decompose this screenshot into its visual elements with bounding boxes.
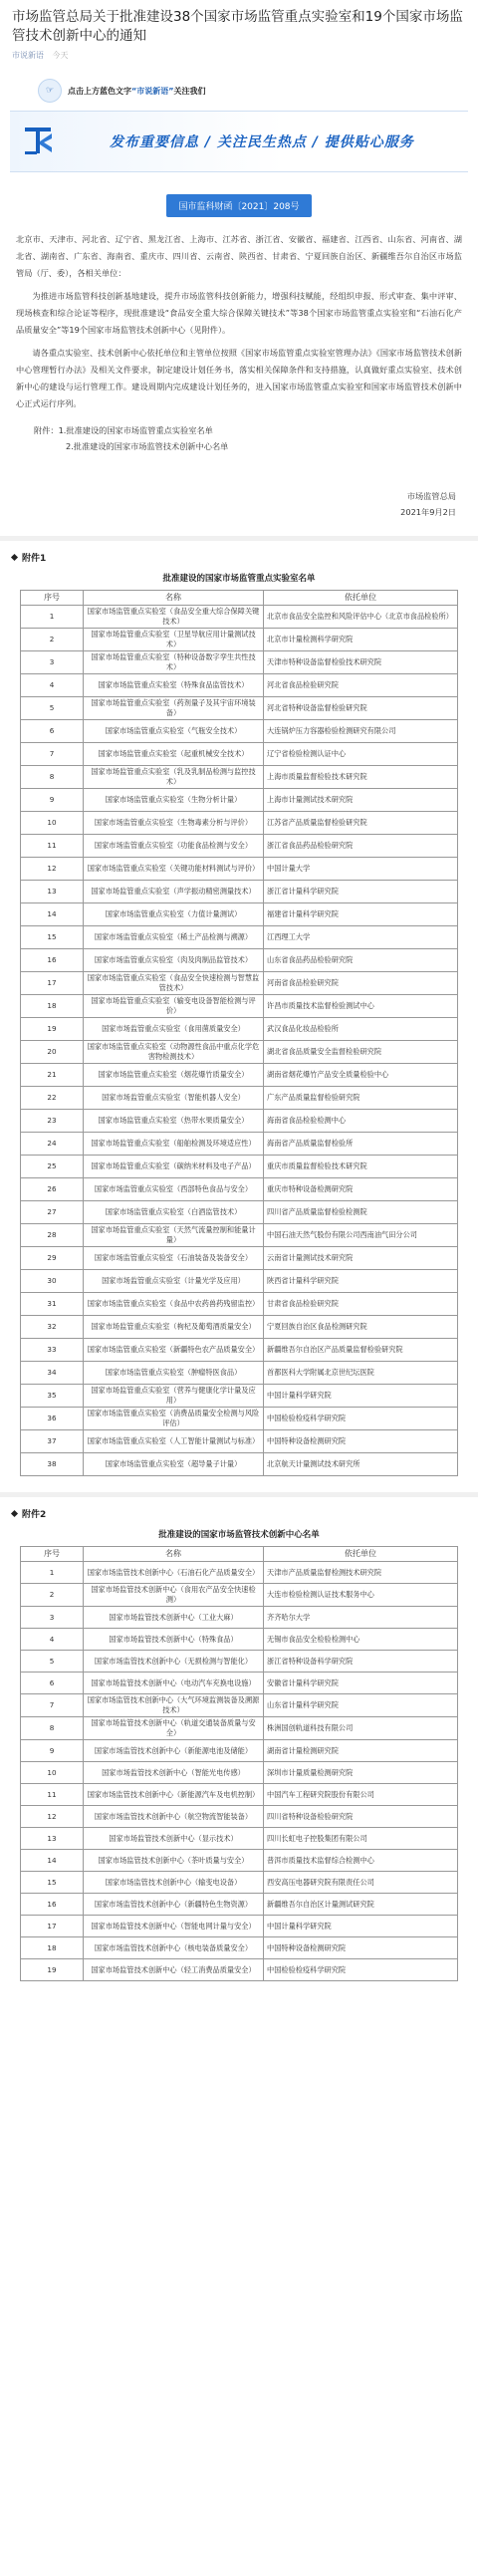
row-institution: 四川省特种设备检验研究院: [264, 1806, 458, 1828]
document-number-badge: 国市监科财函〔2021〕208号: [166, 194, 311, 217]
row-number: 1: [21, 1562, 84, 1584]
table-row: [21, 835, 458, 858]
table-row: [21, 1584, 458, 1607]
row-name: 国家市场监管重点实验室（卫星导航应用计量测试技术）: [84, 629, 264, 651]
annex2-table-title: 批准建设的国家市场监管技术创新中心名单: [158, 1530, 320, 1540]
table-row: [21, 1740, 458, 1762]
row-number: 5: [21, 1651, 84, 1673]
row-number: 8: [21, 1717, 84, 1740]
row-institution: 河北省特种设备监督检验研究院: [264, 697, 458, 720]
row-institution: 广东产品质量监督检验研究院: [264, 1087, 458, 1110]
table-row: [21, 1339, 458, 1362]
row-number: 13: [21, 1828, 84, 1850]
table-row: [21, 1850, 458, 1872]
row-number: 13: [21, 881, 84, 903]
row-number: 12: [21, 858, 84, 881]
row-name: 国家市场监管技术创新中心（输变电设备）: [84, 1872, 264, 1894]
table-row: [21, 1607, 458, 1629]
row-name: 国家市场监管重点实验室（消费品质量安全检测与风险评估）: [84, 1408, 264, 1430]
row-number: 16: [21, 949, 84, 972]
table-row: [21, 1937, 458, 1959]
row-institution: 湖南省烟花爆竹产品安全质量检验中心: [264, 1064, 458, 1087]
row-institution: 西安高压电器研究院有限责任公司: [264, 1872, 458, 1894]
row-number: 23: [21, 1110, 84, 1133]
signature-block: [0, 488, 478, 520]
row-name: 国家市场监管技术创新中心（轻工消费品质量安全）: [84, 1959, 264, 1981]
row-institution: 山东省计量科学研究院: [264, 1694, 458, 1717]
column-header: 依托单位: [264, 591, 458, 606]
row-name: 国家市场监管技术创新中心（智能光电传感）: [84, 1762, 264, 1784]
annex2-heading: 附件2: [0, 1497, 478, 1520]
row-institution: 深圳市计量质量检测研究院: [264, 1762, 458, 1784]
row-institution: 天津市特种设备监督检验技术研究院: [264, 651, 458, 674]
table-row: [21, 651, 458, 674]
addressee-paragraph: 北京市、天津市、河北省、辽宁省、黑龙江省、上海市、江苏省、浙江省、安徽省、福建省、江西省、山东省、河南省、湖北省、湖南省、广东省、海南省、重庆市、四川省、云南省、陕西省、甘肃省、宁夏回族自治区、新疆维吾尔自治区市场监管局（厅、委），各相关单位：: [16, 234, 462, 278]
row-number: 14: [21, 903, 84, 926]
row-number: 18: [21, 1937, 84, 1959]
row-number: 24: [21, 1133, 84, 1156]
row-name: 国家市场监管重点实验室（特种设备数字孪生共性技术）: [84, 651, 264, 674]
row-name: 国家市场监管技术创新中心（显示技术）: [84, 1828, 264, 1850]
table-row: [21, 1362, 458, 1385]
row-name: 国家市场监管重点实验室（食品安全快速检测与智慧监管技术）: [84, 972, 264, 995]
row-institution: 河南省食品检验研究院: [264, 972, 458, 995]
row-number: 15: [21, 1872, 84, 1894]
market-regulation-logo-icon: [22, 124, 58, 159]
table-row: [21, 1201, 458, 1224]
row-institution: 重庆市质量监督检验技术研究院: [264, 1156, 458, 1178]
row-number: 34: [21, 1362, 84, 1385]
row-institution: 中国汽车工程研究院股份有限公司: [264, 1784, 458, 1806]
row-institution: 浙江省计量科学研究院: [264, 881, 458, 903]
row-name: 国家市场监管重点实验室（气瓶安全技术）: [84, 720, 264, 743]
table-row: [21, 1385, 458, 1408]
row-name: 国家市场监管技术创新中心（无损检测与智能化）: [84, 1651, 264, 1673]
row-institution: 中国石油天然气股份有限公司西南油气田分公司: [264, 1224, 458, 1247]
row-name: 国家市场监管技术创新中心（工业大麻）: [84, 1607, 264, 1629]
table-row: [21, 1959, 458, 1981]
row-institution: 四川省产品质量监督检验检测院: [264, 1201, 458, 1224]
column-header: 名称: [84, 1547, 264, 1562]
attachment-item-1: 1.批准建设的国家市场监管重点实验室名单: [58, 425, 213, 435]
row-institution: 普洱市质量技术监督综合检测中心: [264, 1850, 458, 1872]
row-number: 9: [21, 1740, 84, 1762]
table-row: [21, 674, 458, 697]
table-row: [21, 812, 458, 835]
row-number: 27: [21, 1201, 84, 1224]
row-number: 18: [21, 995, 84, 1018]
row-institution: 中国计量大学: [264, 858, 458, 881]
attachment-item-2: 2.批准建设的国家市场监管技术创新中心名单: [66, 441, 229, 451]
row-name: 国家市场监管重点实验室（枸杞及葡萄酒质量安全）: [84, 1316, 264, 1339]
row-number: 2: [21, 1584, 84, 1607]
row-institution: 新疆维吾尔自治区产品质量监督检验研究院: [264, 1339, 458, 1362]
table-row: [21, 1316, 458, 1339]
notice-body: [0, 217, 478, 412]
table-row: [21, 903, 458, 926]
row-name: 国家市场监管重点实验室（石油装备及装备安全）: [84, 1247, 264, 1270]
row-number: 35: [21, 1385, 84, 1408]
table-row: [21, 697, 458, 720]
row-institution: 安徽省计量科学研究院: [264, 1673, 458, 1694]
row-name: 国家市场监管重点实验室（天然气流量控制和能量计量）: [84, 1224, 264, 1247]
table-row: [21, 1408, 458, 1430]
service-banner: [10, 111, 468, 172]
row-name: 国家市场监管重点实验室（计量光学及应用）: [84, 1270, 264, 1293]
row-name: 国家市场监管重点实验室（生物毒素分析与评价）: [84, 812, 264, 835]
row-name: 国家市场监管重点实验室（新疆特色农产品质量安全）: [84, 1339, 264, 1362]
table-row: [21, 1270, 458, 1293]
table-row: [21, 1916, 458, 1937]
body-paragraph-2: 请各重点实验室、技术创新中心依托单位和主管单位按照《国家市场监管重点实验室管理办法》《国家市场监管技术创新中心管理暂行办法》及相关文件要求，制定建设计划任务书，落实相关保障条件和支持措施，认真做好重点实验室、技术创新中心的建设与运行管理工作。建设周期内完成建设计划任务的，进入国家市场监管重点实验室和国家市场监管技术创新中心正式运行序列。: [16, 348, 462, 408]
column-header: 名称: [84, 591, 264, 606]
row-institution: 大连锅炉压力容器检验检测研究有限公司: [264, 720, 458, 743]
row-number: 30: [21, 1270, 84, 1293]
row-institution: 云南省计量测试技术研究院: [264, 1247, 458, 1270]
row-institution: 上海市质量监督检验技术研究院: [264, 766, 458, 789]
row-number: 32: [21, 1316, 84, 1339]
table-row: [21, 1430, 458, 1453]
row-institution: 中国特种设备检测研究院: [264, 1430, 458, 1453]
row-name: 国家市场监管重点实验室（力值计量测试）: [84, 903, 264, 926]
row-name: 国家市场监管重点实验室（食用菌质量安全）: [84, 1018, 264, 1041]
table-row: [21, 606, 458, 629]
row-name: 国家市场监管重点实验室（热带水果质量安全）: [84, 1110, 264, 1133]
row-name: 国家市场监管重点实验室（碳纳米材料及电子产品）: [84, 1156, 264, 1178]
account-highlight-link[interactable]: “市说新语”: [131, 86, 174, 96]
table-row: [21, 1224, 458, 1247]
row-institution: 首都医科大学附属北京世纪坛医院: [264, 1362, 458, 1385]
row-institution: 海南省产品质量监督检验所: [264, 1133, 458, 1156]
row-number: 22: [21, 1087, 84, 1110]
row-name: 国家市场监管技术创新中心（智能电网计量与安全）: [84, 1916, 264, 1937]
row-number: 4: [21, 1629, 84, 1651]
finger-pointer-icon: ☞: [38, 79, 62, 103]
table-row: [21, 995, 458, 1018]
row-institution: 江西理工大学: [264, 926, 458, 949]
row-number: 5: [21, 697, 84, 720]
row-name: 国家市场监管技术创新中心（特殊食品）: [84, 1629, 264, 1651]
row-name: 国家市场监管重点实验室（西部特色食品与安全）: [84, 1178, 264, 1201]
row-institution: 湖南省计量检测研究院: [264, 1740, 458, 1762]
table-row: [21, 881, 458, 903]
attachments-list: [0, 422, 478, 454]
table-row: [21, 926, 458, 949]
publish-time: 今天: [52, 51, 69, 60]
row-number: 10: [21, 812, 84, 835]
row-number: 11: [21, 1784, 84, 1806]
row-name: 国家市场监管重点实验室（药剂量子及其宇宙环境装备）: [84, 697, 264, 720]
row-name: 国家市场监管重点实验室（食品安全重大综合保障关键技术）: [84, 606, 264, 629]
row-number: 14: [21, 1850, 84, 1872]
diamond-bullet-icon: [11, 1510, 18, 1517]
row-name: 国家市场监管重点实验室（食品中农药兽药残留监控）: [84, 1293, 264, 1316]
column-header: 序号: [21, 591, 84, 606]
row-number: 15: [21, 926, 84, 949]
row-number: 37: [21, 1430, 84, 1453]
table-row: [21, 1041, 458, 1064]
table-row: [21, 1629, 458, 1651]
row-institution: 河北省食品检验研究院: [264, 674, 458, 697]
column-header: 依托单位: [264, 1547, 458, 1562]
innovation-centers-table: [20, 1546, 458, 1981]
row-number: 7: [21, 1694, 84, 1717]
row-number: 20: [21, 1041, 84, 1064]
row-institution: 北京市食品安全监控和风险评估中心（北京市食品检验所）: [264, 606, 458, 629]
row-institution: 福建省计量科学研究院: [264, 903, 458, 926]
row-name: 国家市场监管重点实验室（超导量子计量）: [84, 1453, 264, 1476]
row-number: 9: [21, 789, 84, 812]
annex1-heading: 附件1: [0, 541, 478, 564]
row-number: 17: [21, 972, 84, 995]
row-name: 国家市场监管技术创新中心（航空物流智能装备）: [84, 1806, 264, 1828]
row-name: 国家市场监管技术创新中心（电动汽车充换电设施）: [84, 1673, 264, 1694]
row-number: 11: [21, 835, 84, 858]
row-institution: 浙江省食品药品检验研究院: [264, 835, 458, 858]
banner-slogan: 发布重要信息 / 关注民生热点 / 提供贴心服务: [110, 134, 414, 150]
row-name: 国家市场监管技术创新中心（新疆特色生物资源）: [84, 1894, 264, 1916]
row-name: 国家市场监管重点实验室（输变电设备智能检测与评价）: [84, 995, 264, 1018]
row-number: 17: [21, 1916, 84, 1937]
row-name: 国家市场监管技术创新中心（核电装备质量安全）: [84, 1937, 264, 1959]
row-number: 1: [21, 606, 84, 629]
row-institution: 大连市检验检测认证技术服务中心: [264, 1584, 458, 1607]
key-laboratories-table: [20, 590, 458, 1476]
table-row: [21, 720, 458, 743]
row-name: 国家市场监管技术创新中心（新能源电池及储能）: [84, 1740, 264, 1762]
table-row: [21, 1064, 458, 1087]
table-row: [21, 629, 458, 651]
row-institution: 陕西省计量科学研究院: [264, 1270, 458, 1293]
row-institution: 武汉食品化妆品检验所: [264, 1018, 458, 1041]
row-name: 国家市场监管技术创新中心（轨道交通装备质量与安全）: [84, 1717, 264, 1740]
row-institution: 北京航天计量测试技术研究所: [264, 1453, 458, 1476]
table-row: [21, 766, 458, 789]
attachments-label: 附件：: [34, 425, 59, 435]
row-name: 国家市场监管重点实验室（白酒监管技术）: [84, 1201, 264, 1224]
row-name: 国家市场监管技术创新中心（茶叶质量与安全）: [84, 1850, 264, 1872]
row-institution: 天津市产品质量监督检测技术研究院: [264, 1562, 458, 1584]
row-name: 国家市场监管重点实验室（特殊食品监管技术）: [84, 674, 264, 697]
body-paragraph-1: 为推进市场监管科技创新基地建设，提升市场监管科技创新能力，增强科技赋能，经组织申报、形式审查、集中评审、现场核查和综合论证等程序，现批准建设“食品安全重大综合保障关键技术”等38个国家市场监管重点实验室和“石油石化产品质量安全”等19个国家市场监管技术创新中心（见附件）。: [16, 291, 462, 335]
column-header: 序号: [21, 1547, 84, 1562]
row-institution: 江苏省产品质量监督检验研究院: [264, 812, 458, 835]
signature-date: 2021年9月2日: [400, 507, 456, 517]
row-institution: 齐齐哈尔大学: [264, 1607, 458, 1629]
row-institution: 新疆维吾尔自治区计量测试研究院: [264, 1894, 458, 1916]
row-institution: 中国特种设备检测研究院: [264, 1937, 458, 1959]
row-number: 6: [21, 720, 84, 743]
row-name: 国家市场监管重点实验室（船舶检测及环境适应性）: [84, 1133, 264, 1156]
row-number: 16: [21, 1894, 84, 1916]
row-name: 国家市场监管重点实验室（人工智能计量测试与标准）: [84, 1430, 264, 1453]
row-number: 25: [21, 1156, 84, 1178]
table-row: [21, 1110, 458, 1133]
table-row: [21, 1651, 458, 1673]
annex1-table-title: 批准建设的国家市场监管重点实验室名单: [162, 574, 316, 584]
row-number: 19: [21, 1018, 84, 1041]
row-number: 3: [21, 651, 84, 674]
row-institution: 海南省食品检验检测中心: [264, 1110, 458, 1133]
signature-org: 市场监管总局: [406, 491, 456, 501]
table-row: [21, 1178, 458, 1201]
table-row: [21, 1694, 458, 1717]
row-number: 3: [21, 1607, 84, 1629]
table-row: [21, 1133, 458, 1156]
row-institution: 中国检验检疫科学研究院: [264, 1408, 458, 1430]
account-name-link[interactable]: 市说新语: [12, 51, 44, 60]
row-number: 7: [21, 743, 84, 766]
row-name: 国家市场监管重点实验室（稀土产品检测与溯源）: [84, 926, 264, 949]
row-number: 10: [21, 1762, 84, 1784]
row-number: 26: [21, 1178, 84, 1201]
row-name: 国家市场监管技术创新中心（新能源汽车及电机控制）: [84, 1784, 264, 1806]
table-row: [21, 1717, 458, 1740]
table-row: [21, 1453, 458, 1476]
table-row: [21, 1762, 458, 1784]
table-row: [21, 743, 458, 766]
row-institution: 中国检验检疫科学研究院: [264, 1959, 458, 1981]
row-institution: 上海市计量测试技术研究院: [264, 789, 458, 812]
table-row: [21, 1828, 458, 1850]
row-number: 2: [21, 629, 84, 651]
row-name: 国家市场监管重点实验室（功能食品检测与安全）: [84, 835, 264, 858]
table-row: [21, 1806, 458, 1828]
row-name: 国家市场监管重点实验室（生物分析计量）: [84, 789, 264, 812]
table-row: [21, 1562, 458, 1584]
article-meta: [0, 46, 478, 61]
row-name: 国家市场监管技术创新中心（大气环境监测装备及溯源技术）: [84, 1694, 264, 1717]
row-name: 国家市场监管重点实验室（营养与健康化学计量及应用）: [84, 1385, 264, 1408]
row-institution: 四川长虹电子控股集团有限公司: [264, 1828, 458, 1850]
row-institution: 北京市计量检测科学研究院: [264, 629, 458, 651]
row-institution: 中国计量科学研究院: [264, 1385, 458, 1408]
row-institution: 重庆市特种设备检测研究院: [264, 1178, 458, 1201]
follow-hint: [38, 79, 478, 103]
diamond-bullet-icon: [11, 554, 18, 561]
row-institution: 许昌市质量技术监督检验测试中心: [264, 995, 458, 1018]
table-row: [21, 789, 458, 812]
row-name: 国家市场监管重点实验室（肉及肉制品监管技术）: [84, 949, 264, 972]
table-row: [21, 1872, 458, 1894]
row-name: 国家市场监管重点实验室（烟花爆竹质量安全）: [84, 1064, 264, 1087]
row-number: 12: [21, 1806, 84, 1828]
row-number: 28: [21, 1224, 84, 1247]
table-row: [21, 1247, 458, 1270]
row-institution: 浙江省特种设备科学研究院: [264, 1651, 458, 1673]
row-institution: 湖北省食品质量安全监督检验研究院: [264, 1041, 458, 1064]
table-row: [21, 1673, 458, 1694]
row-number: 4: [21, 674, 84, 697]
row-name: 国家市场监管技术创新中心（石油石化产品质量安全）: [84, 1562, 264, 1584]
table-row: [21, 1018, 458, 1041]
row-name: 国家市场监管重点实验室（声学振动精密测量技术）: [84, 881, 264, 903]
article-title: 市场监管总局关于批准建设38个国家市场监管重点实验室和19个国家市场监管技术创新中心的通知: [12, 9, 463, 44]
row-number: 33: [21, 1339, 84, 1362]
row-name: 国家市场监管重点实验室（乳及乳制品检测与监控技术）: [84, 766, 264, 789]
row-institution: 甘肃省食品检验研究院: [264, 1293, 458, 1316]
row-number: 21: [21, 1064, 84, 1087]
row-number: 6: [21, 1673, 84, 1694]
row-institution: 中国计量科学研究院: [264, 1916, 458, 1937]
row-name: 国家市场监管重点实验室（动物源性食品中重点化学危害物检测技术）: [84, 1041, 264, 1064]
table-row: [21, 1156, 458, 1178]
table-row: [21, 1784, 458, 1806]
row-name: 国家市场监管重点实验室（起重机械安全技术）: [84, 743, 264, 766]
row-number: 19: [21, 1959, 84, 1981]
row-institution: 无锡市食品安全检验检测中心: [264, 1629, 458, 1651]
table-row: [21, 1293, 458, 1316]
table-row: [21, 858, 458, 881]
row-number: 8: [21, 766, 84, 789]
row-name: 国家市场监管重点实验室（肿瘤特医食品）: [84, 1362, 264, 1385]
row-number: 31: [21, 1293, 84, 1316]
row-name: 国家市场监管重点实验室（关键功能材料测试与评价）: [84, 858, 264, 881]
row-name: 国家市场监管技术创新中心（食用农产品安全快速检测）: [84, 1584, 264, 1607]
row-name: 国家市场监管重点实验室（智能机器人安全）: [84, 1087, 264, 1110]
table-row: [21, 1894, 458, 1916]
row-institution: 宁夏回族自治区食品检测研究院: [264, 1316, 458, 1339]
row-institution: 山东省食品药品检验研究院: [264, 949, 458, 972]
row-number: 38: [21, 1453, 84, 1476]
follow-hint-text: 点击上方蓝色文字“市说新语”关注我们: [68, 86, 206, 96]
table-row: [21, 1087, 458, 1110]
row-number: 29: [21, 1247, 84, 1270]
row-number: 36: [21, 1408, 84, 1430]
table-row: [21, 972, 458, 995]
row-institution: 辽宁省检验检测认证中心: [264, 743, 458, 766]
row-institution: 株洲国创轨道科技有限公司: [264, 1717, 458, 1740]
table-row: [21, 949, 458, 972]
